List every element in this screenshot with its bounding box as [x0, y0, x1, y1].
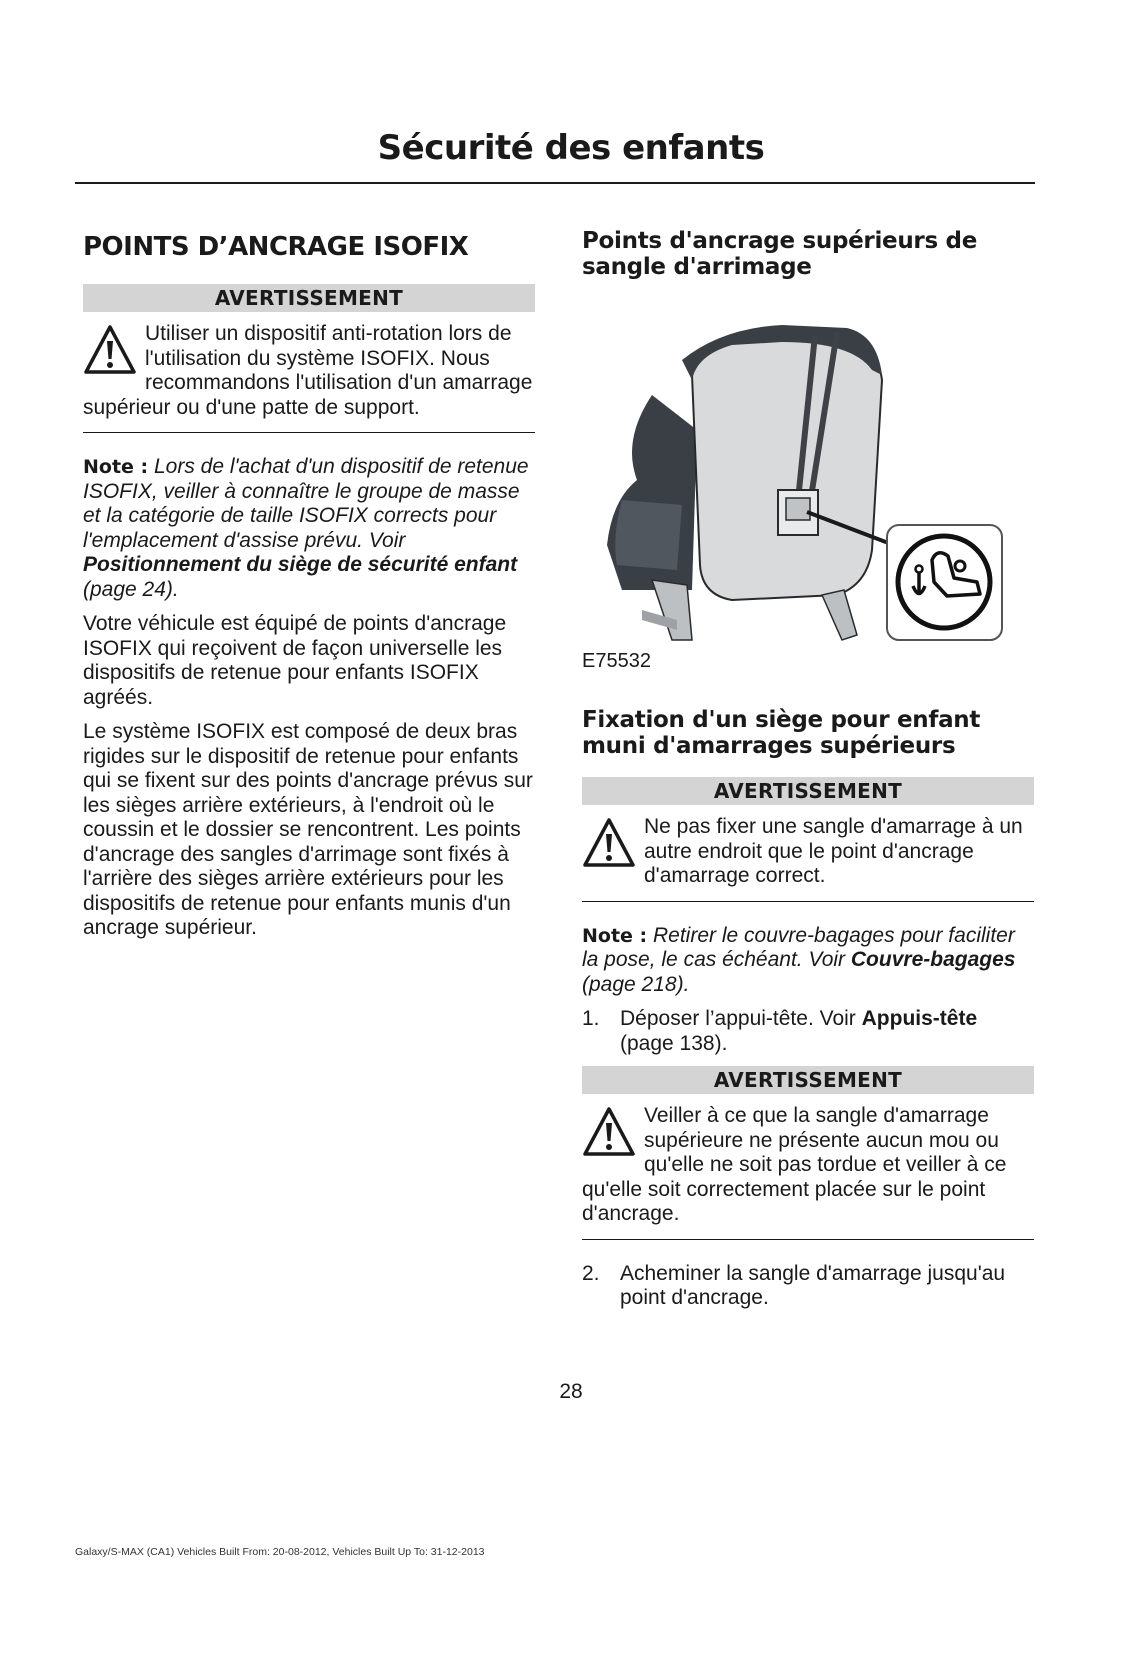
warning-text: Veiller à ce que la sangle d'amarrage supérieure ne présente aucun mou ou qu'elle ne soit pas tordue et veiller à ce qu'elle soit correctement placée sur le point d'ancrage.: [582, 1104, 1007, 1225]
warning-triangle-icon: [582, 817, 636, 869]
warning-box-slack: [582, 1066, 1034, 1240]
warning-body: [83, 312, 535, 433]
warning-text: Ne pas fixer une sangle d'amarrage à un autre endroit que le point d'ancrage d'amarrage correct.: [644, 815, 1023, 887]
step-number: 1.: [582, 1007, 600, 1030]
right-column: [582, 228, 1034, 1311]
figure-label: E75532: [582, 650, 651, 672]
note-label: Note :: [582, 924, 648, 947]
page-title: Sécurité des enfants: [377, 128, 765, 168]
step-link[interactable]: Appuis-tête: [861, 1007, 978, 1030]
note-page-ref: (page 24).: [83, 577, 179, 601]
paragraph: Votre véhicule est équipé de points d'ancrage ISOFIX qui reçoivent de façon universelle les dispositifs de retenue pour enfants ISOFIX agréés.: [83, 612, 507, 709]
warning-box-isofix: [83, 284, 535, 433]
warning-label: AVERTISSEMENT: [582, 777, 1034, 805]
note-isofix: [83, 455, 535, 602]
warning-triangle-icon: [582, 1106, 636, 1158]
step-number: 2.: [582, 1261, 600, 1285]
step-1: [582, 1007, 1034, 1056]
tether-anchor-heading: Points d'ancrage supérieurs de sangle d'arrimage: [582, 228, 978, 280]
note-link[interactable]: Positionnement du siège de sécurité enfant: [83, 553, 518, 576]
footer-text: Galaxy/S-MAX (CA1) Vehicles Built From: 20-08-2012, Vehicles Built Up To: 31-12-2013: [75, 1546, 485, 1558]
note-text: Lors de l'achat d'un dispositif de retenue ISOFIX, veiller à connaître le groupe de masse et la catégorie de taille ISOFIX corrects pour l'emplacement d'assise prévu. Voir: [83, 455, 529, 552]
note-page-ref: (page 218).: [582, 972, 690, 996]
warning-triangle-icon: [83, 324, 137, 376]
note-cover: [582, 924, 1034, 998]
title-divider: [75, 182, 1035, 184]
step-page-ref: (page 138).: [620, 1031, 728, 1055]
note-link[interactable]: Couvre-bagages: [850, 948, 1016, 971]
top-tether-heading: Fixation d'un siège pour enfant muni d'amarrages supérieurs: [582, 707, 981, 759]
warning-box-tether: [582, 777, 1034, 902]
warning-label: AVERTISSEMENT: [582, 1066, 1034, 1094]
note-label: Note :: [83, 456, 149, 478]
rear-seat-tether-image: [582, 320, 1012, 660]
warning-text: Utiliser un dispositif anti-rotation lors de l'utilisation du système ISOFIX. Nous recommandons l'utilisation d'un amarrage supérieur ou d'une patte de support.: [83, 322, 533, 419]
warning-label: AVERTISSEMENT: [83, 284, 535, 312]
page-number: 28: [559, 1380, 583, 1403]
step-text: Acheminer la sangle d'amarrage jusqu'au point d'ancrage.: [620, 1261, 1006, 1309]
step-2: [582, 1262, 1034, 1311]
paragraph: Le système ISOFIX est composé de deux bras rigides sur le dispositif de retenue pour enfants qui se fixent sur des points d'ancrage prévus sur les sièges arrière extérieurs, à l'endroit où le coussin et le dossier se rencontrent. Les points d'ancrage des sangles d'arrimage sont fixés à l'arrière des sièges arrière extérieurs pour les dispositifs de retenue pour enfants munis d'un ancrage supérieur.: [83, 720, 533, 939]
warning-body: [582, 805, 1034, 902]
note-text: Retirer le couvre-bagages pour faciliter la pose, le cas échéant. Voir: [582, 923, 1015, 971]
step-text: Déposer l’appui-tête. Voir: [620, 1007, 862, 1030]
seat-illustration: [582, 320, 1012, 680]
left-column: [83, 228, 535, 941]
warning-body: [582, 1094, 1034, 1240]
isofix-heading: POINTS D’ANCRAGE ISOFIX: [83, 232, 469, 262]
